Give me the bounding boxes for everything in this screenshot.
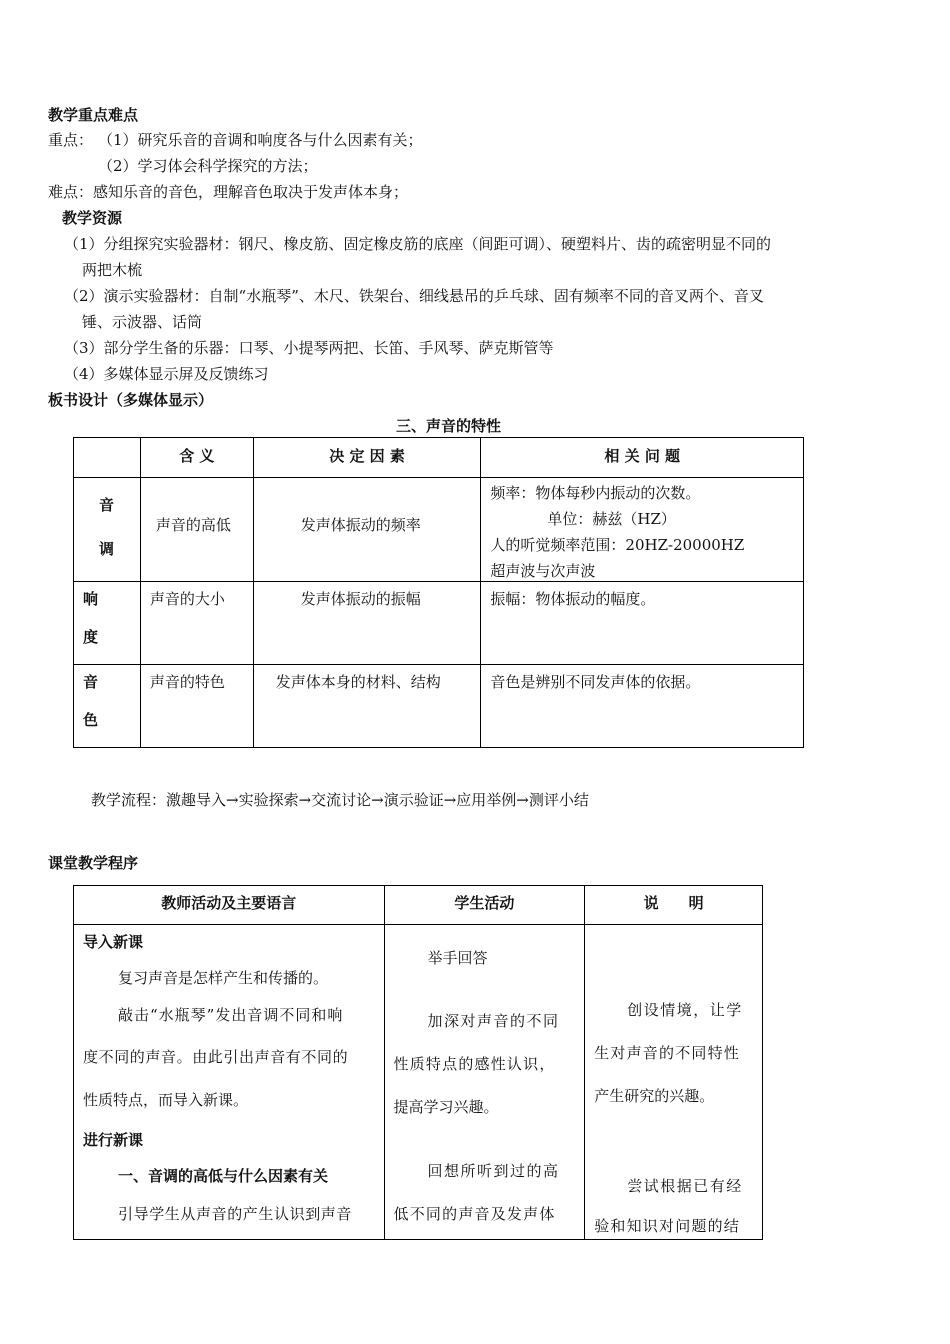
resource-item-1: （1）分组探究实验器材：钢尺、橡皮筋、固定橡皮筋的底座（间距可调）、硬塑料片、齿的疏密明显不同的 <box>64 235 772 253</box>
row-pitch-factor: 发声体振动的频率 <box>253 478 481 582</box>
section-title-board: 板书设计（多媒体显示） <box>48 391 214 409</box>
teaching-flow: 教学流程：激趣导入→实验探索→交流讨论→演示验证→应用举例→测评小结 <box>91 791 589 809</box>
proc-student-cell: 举手回答 加深对声音的不同 性质特点的感性认识， 提高学习兴趣。 回想所听到过的高 低不同的声音及发声体 <box>384 925 585 1240</box>
resource-item-3: （3）部分学生备的乐器：口琴、小提琴两把、长笛、手风琴、萨克斯管等 <box>64 339 554 357</box>
header-meaning: 含 义 <box>140 438 253 478</box>
header-factor: 决 定 因 素 <box>253 438 481 478</box>
proc-header-teacher: 教师活动及主要语言 <box>74 886 385 925</box>
board-table-title: 三、声音的特性 <box>396 417 502 435</box>
row-pitch-related: 频率：物体每秒内振动的次数。 单位：赫兹（HZ） 人的听觉频率范围：20HZ-20000HZ 超声波与次声波 <box>481 478 804 582</box>
header-empty-cell <box>74 438 141 478</box>
procedure-table <box>73 885 763 1240</box>
row-loudness-related: 振幅：物体振动的幅度。 <box>481 582 804 665</box>
row-timbre-name: 音 色 <box>74 665 141 748</box>
proc-header-student: 学生活动 <box>384 886 585 925</box>
row-pitch-name: 音 调 <box>74 478 141 582</box>
section-title-resources: 教学资源 <box>62 209 123 227</box>
focus-item-1: （1）研究乐音的音调和响度各与什么因素有关； <box>98 131 423 149</box>
proc-header-note: 说 明 <box>585 886 763 925</box>
proc-note-cell: 创设情境，让学 生对声音的不同特性 产生研究的兴趣。 尝试根据已有经 验和知识对问题的结 <box>585 925 763 1240</box>
focus-label: 重点： <box>48 131 94 149</box>
focus-item-2: （2）学习体会科学探究的方法； <box>98 157 318 175</box>
row-timbre-factor: 发声体本身的材料、结构 <box>253 665 481 748</box>
row-pitch-meaning: 声音的高低 <box>140 478 253 582</box>
header-related: 相 关 问 题 <box>481 438 804 478</box>
difficulty-text: 难点：感知乐音的音色，理解音色取决于发声体本身； <box>48 183 409 201</box>
sound-properties-table <box>73 437 804 748</box>
resource-item-1-cont: 两把木梳 <box>82 261 143 279</box>
resource-item-2-cont: 锤、示波器、话筒 <box>82 313 203 331</box>
row-loudness-name: 响 度 <box>74 582 141 665</box>
row-loudness-factor: 发声体振动的振幅 <box>253 582 481 665</box>
resource-item-4: （4）多媒体显示屏及反馈练习 <box>64 365 269 383</box>
row-loudness-meaning: 声音的大小 <box>140 582 253 665</box>
section-title-procedure: 课堂教学程序 <box>48 854 139 872</box>
section-title-key-points: 教学重点难点 <box>48 106 139 124</box>
proc-teacher-cell: 导入新课 复习声音是怎样产生和传播的。 敲击“水瓶琴”发出音调不同和响 度不同的声音。由此引出声音有不同的 性质特点，而导入新课。 进行新课 一、音调的高低与什么因素有关 引导学生从声音的产生认识到声音 <box>74 925 385 1240</box>
row-timbre-related: 音色是辨别不同发声体的依据。 <box>481 665 804 748</box>
resource-item-2: （2）演示实验器材：自制“水瓶琴”、木尺、铁架台、细线悬吊的乒乓球、固有频率不同的音叉两个、音叉 <box>64 287 764 305</box>
row-timbre-meaning: 声音的特色 <box>140 665 253 748</box>
